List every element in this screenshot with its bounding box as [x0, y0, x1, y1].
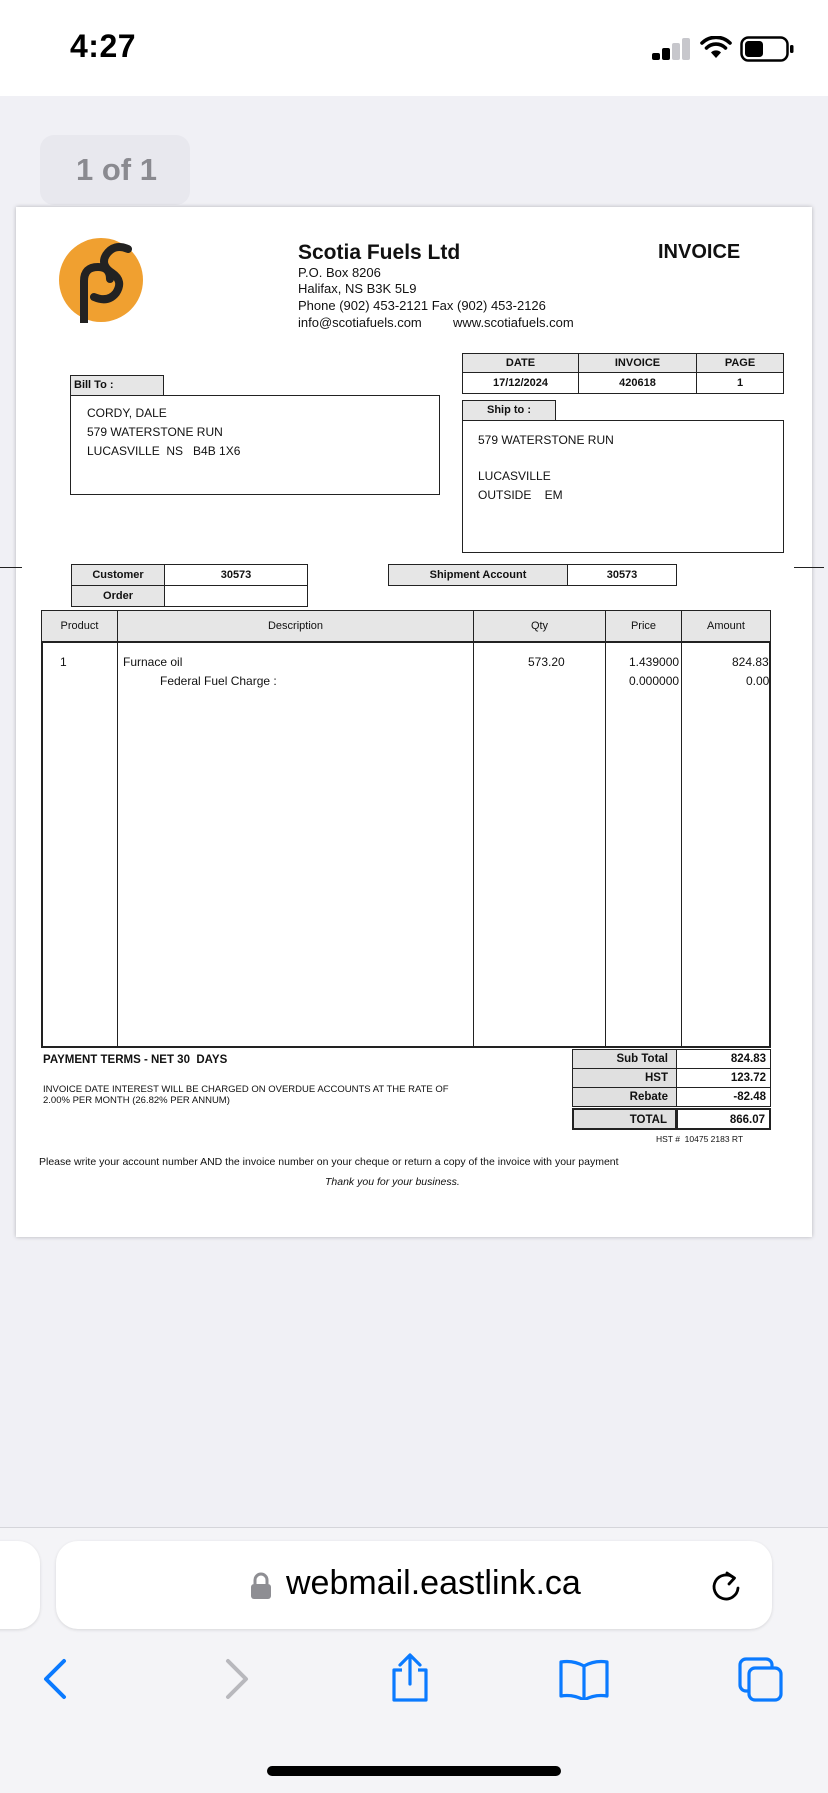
row2-amount: 0.00	[746, 674, 770, 688]
bookmarks-icon[interactable]	[558, 1658, 610, 1700]
row1-price: 1.439000	[629, 655, 680, 669]
status-bar	[0, 0, 828, 96]
previous-tab-pill[interactable]	[0, 1541, 40, 1629]
date-header: DATE	[462, 353, 579, 373]
row1-qty: 573.20	[528, 655, 565, 669]
invoice-number: 420618	[578, 372, 697, 394]
battery-icon	[740, 36, 796, 62]
page-counter-text: 1 of 1	[76, 152, 157, 187]
order-number	[164, 585, 308, 607]
bill-to-address2: LUCASVILLE NS B4B 1X6	[87, 444, 241, 458]
row1-product: 1	[60, 655, 67, 669]
rebate-label: Rebate	[572, 1087, 677, 1107]
interest-note-line2: 2.00% PER MONTH (26.82% PER ANNUM)	[43, 1095, 230, 1106]
company-phone: Phone (902) 453-2121 Fax (902) 453-2126	[298, 298, 546, 313]
thank-you-note: Thank you for your business.	[325, 1176, 460, 1188]
hst-value: 123.72	[676, 1068, 771, 1088]
hst-number: HST # 10475 2183 RT	[656, 1134, 744, 1144]
ship-to-address3: OUTSIDE EM	[478, 488, 563, 502]
col-amount-header: Amount	[681, 610, 771, 642]
payment-instructions: Please write your account number AND the invoice number on your cheque or return a copy of the invoice with your payment	[39, 1156, 619, 1168]
total-label: TOTAL	[572, 1108, 677, 1130]
page-counter	[40, 135, 190, 205]
ship-to-address2: LUCASVILLE	[478, 469, 551, 483]
ship-to-address1: 579 WATERSTONE RUN	[478, 433, 614, 447]
row2-description: Federal Fuel Charge :	[160, 674, 277, 688]
company-name: Scotia Fuels Ltd	[298, 241, 461, 264]
ship-to-label: Ship to :	[462, 400, 556, 421]
col-price-header: Price	[605, 610, 682, 642]
reload-icon[interactable]	[709, 1569, 743, 1603]
company-website: www.scotiafuels.com	[453, 315, 574, 330]
home-indicator	[267, 1766, 561, 1776]
address-bar-url[interactable]: webmail.eastlink.ca	[286, 1564, 581, 1602]
share-icon[interactable]	[388, 1652, 432, 1704]
company-email: info@scotiafuels.com	[298, 315, 422, 330]
invoice-number-header: INVOICE	[578, 353, 697, 373]
payment-terms: PAYMENT TERMS - NET 30 DAYS	[43, 1054, 228, 1066]
invoice-page-number: 1	[696, 372, 784, 394]
customer-label: Customer	[71, 564, 165, 586]
bill-to-address1: 579 WATERSTONE RUN	[87, 425, 223, 439]
customer-number: 30573	[164, 564, 308, 586]
order-label: Order	[71, 585, 165, 607]
company-logo	[58, 237, 144, 323]
invoice-page	[16, 207, 812, 1237]
total-value: 866.07	[676, 1108, 771, 1130]
col-qty-header: Qty	[473, 610, 606, 642]
rebate-value: -82.48	[676, 1087, 771, 1107]
invoice-date: 17/12/2024	[462, 372, 579, 394]
bill-to-label: Bill To :	[70, 375, 164, 396]
row1-amount: 824.83	[732, 655, 769, 669]
page-header: PAGE	[696, 353, 784, 373]
interest-note-line1: INVOICE DATE INTEREST WILL BE CHARGED ON OVERDUE ACCOUNTS AT THE RATE OF	[43, 1084, 449, 1095]
col-product-header: Product	[41, 610, 118, 642]
bill-to-name: CORDY, DALE	[87, 406, 167, 420]
subtotal-label: Sub Total	[572, 1049, 677, 1069]
tabs-icon[interactable]	[736, 1655, 784, 1703]
company-city: Halifax, NS B3K 5L9	[298, 281, 417, 296]
shipment-account-number: 30573	[567, 564, 677, 586]
wifi-icon	[700, 36, 732, 60]
row2-price: 0.000000	[629, 674, 680, 688]
forward-icon[interactable]	[222, 1657, 252, 1701]
col-description-header: Description	[117, 610, 474, 642]
lock-icon	[250, 1572, 272, 1600]
signal-icon	[652, 38, 688, 60]
row1-description: Furnace oil	[123, 655, 183, 669]
company-po-box: P.O. Box 8206	[298, 265, 381, 280]
subtotal-value: 824.83	[676, 1049, 771, 1069]
line-items-body	[41, 641, 771, 1048]
shipment-account-label: Shipment Account	[388, 564, 568, 586]
invoice-title: INVOICE	[658, 241, 741, 263]
status-time: 4:27	[70, 28, 137, 64]
hst-label: HST	[572, 1068, 677, 1088]
back-icon[interactable]	[40, 1657, 70, 1701]
